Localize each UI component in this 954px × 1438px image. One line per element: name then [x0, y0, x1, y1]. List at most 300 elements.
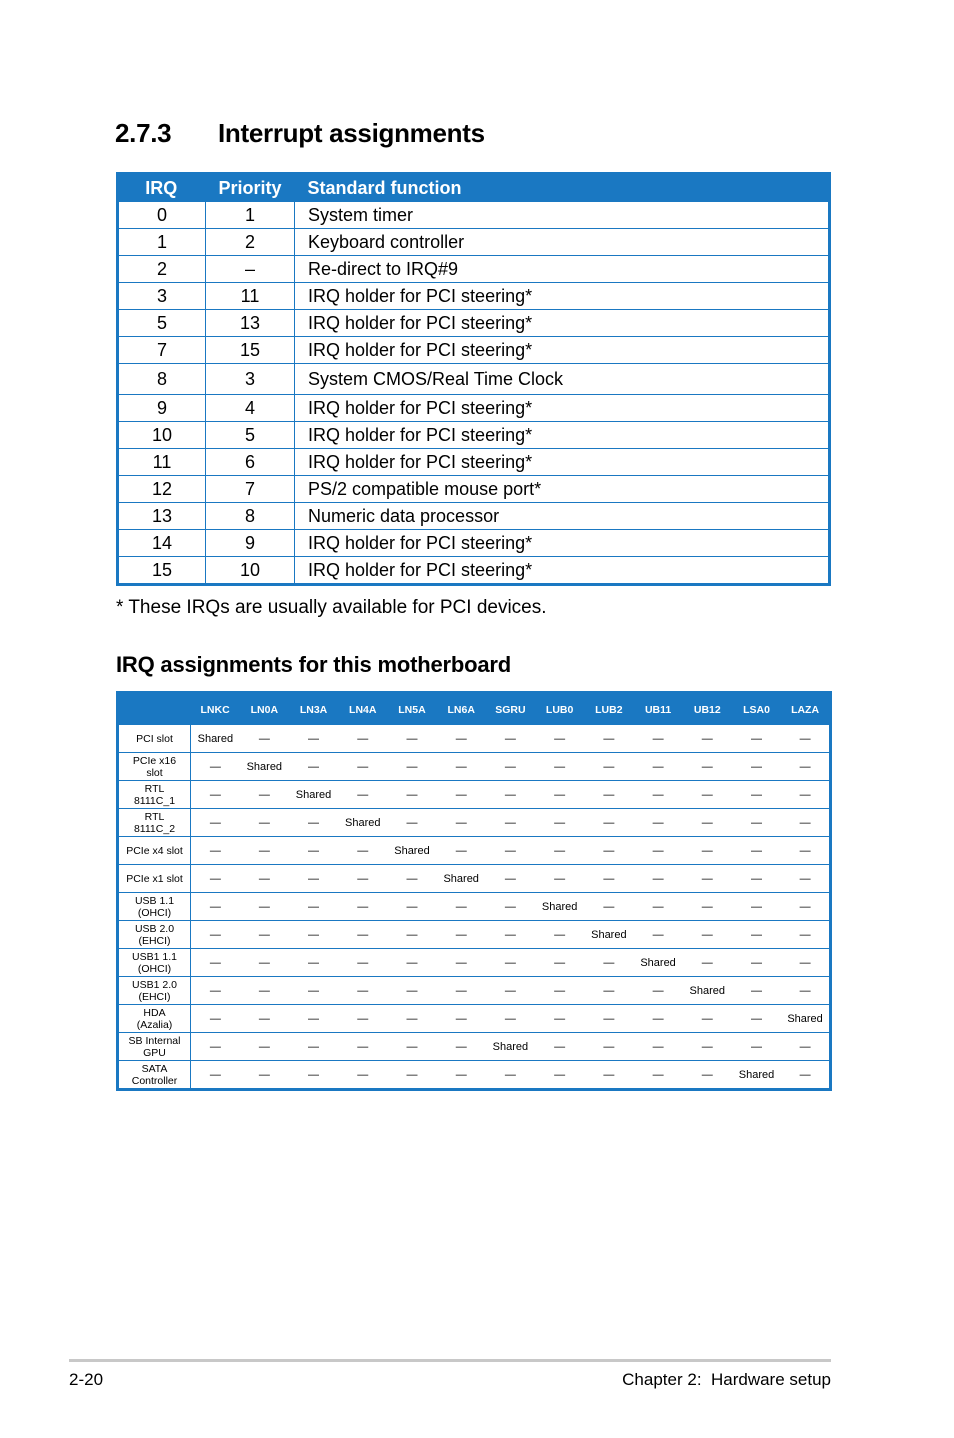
function-cell: IRQ holder for PCI steering*: [295, 449, 830, 476]
assignment-cell: Shared: [240, 753, 289, 781]
assignment-cell: —: [191, 921, 240, 949]
assignment-cell: —: [504, 732, 516, 745]
device-label: [118, 949, 191, 977]
priority-cell: –: [206, 256, 295, 283]
priority-cell: 2: [206, 229, 295, 256]
assignment-cell: —: [535, 1033, 584, 1061]
link-column-header: LAZA: [781, 693, 830, 726]
assignment-cell: —: [683, 781, 732, 809]
assignment-cell: —: [437, 949, 486, 977]
irq-table-row: [118, 202, 830, 229]
device-label: [118, 837, 191, 865]
device-label-line: (OHCI): [137, 906, 172, 919]
assignment-cell: —: [584, 1061, 633, 1090]
assignment-cell: —: [240, 977, 289, 1005]
assignment-cell: —: [338, 921, 387, 949]
device-label-line: PCI slot: [136, 732, 173, 745]
assignment-cell: —: [732, 921, 781, 949]
function-cell: IRQ holder for PCI steering*: [295, 557, 830, 585]
assignment-cell: —: [240, 809, 289, 837]
assignment-cell: —: [289, 1005, 338, 1033]
assignment-cell: —: [387, 1005, 436, 1033]
assignment-cell: —: [289, 921, 338, 949]
section-number: 2.7.3: [115, 118, 172, 148]
link-column-header: LN6A: [437, 693, 486, 726]
assignment-row: [118, 977, 831, 1005]
chapter-label: Chapter 2: Hardware setup: [622, 1370, 831, 1389]
device-label-line: Controller: [131, 1074, 178, 1087]
assignment-cell: —: [437, 1033, 486, 1061]
function-cell: Keyboard controller: [295, 229, 830, 256]
assignment-cell: —: [633, 809, 682, 837]
function-cell: System CMOS/Real Time Clock: [295, 364, 830, 395]
device-label: [118, 781, 191, 809]
assignment-cell: —: [584, 893, 633, 921]
assignment-cell: —: [633, 837, 682, 865]
assignment-cell: —: [289, 809, 338, 837]
irq-table-row: [118, 256, 830, 283]
assignment-cell: —: [732, 1033, 781, 1061]
link-column-header: UB11: [633, 693, 682, 726]
irq-cell: 14: [118, 530, 206, 557]
assignment-cell: —: [486, 921, 535, 949]
assignment-cell: —: [191, 809, 240, 837]
assignment-cell: —: [289, 1061, 338, 1090]
assignment-cell: —: [781, 1061, 830, 1090]
device-label-line: slot: [146, 766, 163, 779]
assignment-cell: —: [406, 732, 418, 745]
assignment-cell: —: [554, 732, 566, 745]
function-column-header: Standard function: [295, 174, 830, 203]
assignment-cell: —: [732, 1005, 781, 1033]
assignment-cell: —: [486, 893, 535, 921]
assignment-cell: —: [486, 781, 535, 809]
assignment-cell: —: [338, 893, 387, 921]
assignment-cell: —: [240, 949, 289, 977]
assignment-cell: —: [289, 977, 338, 1005]
assignment-cell: —: [486, 949, 535, 977]
assignment-row: [118, 1033, 831, 1061]
assignment-cell: —: [799, 732, 811, 745]
assignment-cell: —: [437, 809, 486, 837]
assignment-cell: —: [486, 865, 535, 893]
assignment-cell: —: [387, 1061, 436, 1090]
assignment-cell: —: [387, 977, 436, 1005]
assignment-cell: —: [240, 1005, 289, 1033]
irq-table-row: [118, 422, 830, 449]
assignment-cell: —: [240, 837, 289, 865]
link-column-header: LN4A: [338, 693, 387, 726]
irq-table-row: [118, 449, 830, 476]
device-label: [118, 1005, 191, 1033]
assignment-cell: Shared: [338, 809, 387, 837]
assignment-cell: —: [387, 893, 436, 921]
assignment-cell: —: [683, 753, 732, 781]
assignment-cell: —: [486, 1005, 535, 1033]
assignment-cell: —: [338, 949, 387, 977]
priority-cell: 15: [206, 337, 295, 364]
assignment-cell: —: [387, 1033, 436, 1061]
assignment-cell: —: [387, 809, 436, 837]
device-label-line: (Azalia): [136, 1018, 173, 1031]
assignment-cell: —: [486, 977, 535, 1005]
assignment-cell: —: [683, 837, 732, 865]
assignment-cell: —: [732, 865, 781, 893]
device-label-line: USB 2.0: [134, 922, 175, 935]
assignment-cell: —: [387, 781, 436, 809]
assignment-cell: —: [437, 781, 486, 809]
assignment-row: [118, 865, 831, 893]
device-label-line: GPU: [143, 1046, 166, 1059]
irq-column-header: IRQ: [118, 174, 206, 203]
device-label: [118, 865, 191, 893]
assignment-cell: —: [683, 949, 732, 977]
page-number: 2-20: [69, 1370, 104, 1389]
assignment-cell: —: [732, 977, 781, 1005]
assignment-table-body: [118, 725, 831, 1090]
assignment-cell: —: [633, 865, 682, 893]
device-label-line: (EHCI): [138, 934, 171, 947]
assignment-cell: —: [486, 837, 535, 865]
assignment-cell: —: [357, 732, 369, 745]
assignment-cell: —: [584, 753, 633, 781]
assignment-cell: —: [486, 809, 535, 837]
assignment-cell: —: [191, 1005, 240, 1033]
footnote: * These IRQs are usually available for PCI devices.: [116, 597, 547, 618]
irq-table-row: [118, 310, 830, 337]
assignment-cell: —: [338, 1061, 387, 1090]
function-cell: PS/2 compatible mouse port*: [295, 476, 830, 503]
assignment-cell: —: [486, 1061, 535, 1090]
function-cell: IRQ holder for PCI steering*: [295, 337, 830, 364]
assignment-cell: —: [683, 809, 732, 837]
assignment-cell: —: [338, 1005, 387, 1033]
irq-table-row: [118, 283, 830, 310]
assignment-cell: —: [338, 1033, 387, 1061]
priority-cell: 1: [206, 202, 295, 229]
irq-cell: 10: [118, 422, 206, 449]
irq-table-row: [118, 395, 830, 422]
assignment-cell: —: [535, 1005, 584, 1033]
irq-cell: 5: [118, 310, 206, 337]
device-label: [118, 1061, 191, 1090]
assignment-cell: —: [191, 837, 240, 865]
assignment-cell: —: [535, 949, 584, 977]
device-label-line: SATA: [141, 1062, 168, 1075]
assignment-cell: —: [240, 921, 289, 949]
assignment-cell: Shared: [781, 1005, 830, 1033]
assignment-row: [118, 725, 831, 753]
assignment-row: [118, 1005, 831, 1033]
assignment-cell: —: [437, 753, 486, 781]
assignment-cell: —: [781, 781, 830, 809]
assignment-cell: —: [191, 865, 240, 893]
assignment-cell: —: [191, 1061, 240, 1090]
irq-assignment-table: [116, 691, 832, 1091]
assignment-cell: —: [732, 837, 781, 865]
irq-cell: 3: [118, 283, 206, 310]
assignment-cell: Shared: [486, 1033, 535, 1061]
assignment-cell: —: [535, 921, 584, 949]
device-label: [118, 977, 191, 1005]
link-column-header: UB12: [683, 693, 732, 726]
device-label-line: RTL: [144, 782, 165, 795]
function-cell: IRQ holder for PCI steering*: [295, 530, 830, 557]
assignment-cell: —: [781, 753, 830, 781]
device-label: [118, 921, 191, 949]
priority-cell: 6: [206, 449, 295, 476]
assignment-cell: —: [633, 753, 682, 781]
assignment-row: [118, 753, 831, 781]
irq-table-body: [118, 202, 830, 585]
assignment-cell: —: [781, 837, 830, 865]
link-column-header: LUB0: [535, 693, 584, 726]
irq-table-row: [118, 557, 830, 585]
assignment-cell: —: [584, 837, 633, 865]
assignment-cell: —: [289, 865, 338, 893]
assignment-cell: —: [584, 1005, 633, 1033]
motherboard-heading: IRQ assignments for this motherboard: [116, 652, 511, 677]
irq-cell: 7: [118, 337, 206, 364]
link-column-header: LN0A: [240, 693, 289, 726]
assignment-row: [118, 893, 831, 921]
link-column-header: SGRU: [486, 693, 535, 726]
link-column-header: LN3A: [289, 693, 338, 726]
function-cell: IRQ holder for PCI steering*: [295, 422, 830, 449]
section-title-text: Interrupt assignments: [218, 118, 485, 148]
assignment-cell: —: [289, 837, 338, 865]
assignment-cell: —: [289, 949, 338, 977]
assignment-cell: —: [535, 781, 584, 809]
assignment-cell: —: [781, 949, 830, 977]
assignment-cell: —: [338, 753, 387, 781]
assignment-cell: —: [387, 949, 436, 977]
assignment-cell: —: [732, 809, 781, 837]
priority-cell: 5: [206, 422, 295, 449]
device-label-line: USB1 1.1: [132, 950, 177, 963]
assignment-cell: —: [191, 893, 240, 921]
assignment-cell: —: [240, 1033, 289, 1061]
function-cell: Re-direct to IRQ#9: [295, 256, 830, 283]
assignment-cell: Shared: [437, 865, 486, 893]
assignment-cell: —: [781, 977, 830, 1005]
priority-cell: 11: [206, 283, 295, 310]
assignment-cell: Shared: [732, 1061, 781, 1090]
assignment-cell: —: [781, 1033, 830, 1061]
function-cell: IRQ holder for PCI steering*: [295, 310, 830, 337]
assignment-cell: —: [191, 753, 240, 781]
assignment-cell: —: [437, 977, 486, 1005]
irq-cell: 9: [118, 395, 206, 422]
assignment-cell: —: [683, 893, 732, 921]
function-cell: Numeric data processor: [295, 503, 830, 530]
assignment-cell: —: [683, 1005, 732, 1033]
assignment-header-row: [118, 693, 831, 726]
assignment-cell: —: [308, 732, 320, 745]
assignment-cell: —: [387, 865, 436, 893]
irq-cell: 8: [118, 364, 206, 395]
assignment-cell: —: [535, 865, 584, 893]
assignment-cell: —: [683, 1033, 732, 1061]
assignment-cell: —: [584, 1033, 633, 1061]
irq-table-row: [118, 503, 830, 530]
assignment-cell: —: [633, 1061, 682, 1090]
assignment-row: [118, 809, 831, 837]
irq-table-row: [118, 364, 830, 395]
device-label-line: (EHCI): [138, 990, 171, 1003]
assignment-cell: —: [732, 781, 781, 809]
link-column-header: LSA0: [732, 693, 781, 726]
assignment-cell: —: [633, 893, 682, 921]
assignment-cell: —: [338, 865, 387, 893]
assignment-cell: —: [781, 921, 830, 949]
assignment-cell: —: [633, 781, 682, 809]
irq-cell: 11: [118, 449, 206, 476]
irq-table-row: [118, 530, 830, 557]
irq-table-header-row: [118, 174, 830, 203]
assignment-cell: —: [751, 732, 763, 745]
function-cell: System timer: [308, 204, 414, 225]
irq-table: [116, 172, 831, 586]
assignment-cell: —: [338, 977, 387, 1005]
device-label-line: PCIe x4 slot: [126, 844, 183, 857]
assignment-cell: —: [437, 1061, 486, 1090]
assignment-cell: —: [584, 949, 633, 977]
assignment-cell: —: [191, 781, 240, 809]
assignment-cell: —: [535, 809, 584, 837]
assignment-cell: —: [437, 921, 486, 949]
assignment-cell: —: [652, 732, 664, 745]
assignment-cell: —: [535, 753, 584, 781]
assignment-cell: —: [683, 921, 732, 949]
assignment-cell: Shared: [584, 921, 633, 949]
priority-column-header: Priority: [206, 174, 295, 203]
assignment-cell: —: [387, 921, 436, 949]
assignment-cell: —: [781, 809, 830, 837]
irq-table-row: [118, 229, 830, 256]
assignment-cell: —: [584, 865, 633, 893]
function-cell: IRQ holder for PCI steering*: [295, 283, 830, 310]
device-label: [118, 753, 191, 781]
assignment-cell: —: [437, 837, 486, 865]
assignment-cell: —: [584, 809, 633, 837]
assignment-cell: —: [258, 732, 270, 745]
priority-cell: 3: [206, 364, 295, 395]
assignment-cell: —: [683, 865, 732, 893]
assignment-cell: —: [732, 753, 781, 781]
device-label-line: 8111C_2: [133, 822, 176, 835]
assignment-cell: —: [633, 921, 682, 949]
link-column-header: LN5A: [387, 693, 436, 726]
assignment-cell: —: [289, 893, 338, 921]
assignment-row: [118, 1061, 831, 1090]
priority-cell: 9: [206, 530, 295, 557]
priority-cell: 4: [206, 395, 295, 422]
assignment-cell: —: [437, 893, 486, 921]
assignment-cell: —: [584, 977, 633, 1005]
device-label-line: 8111C_1: [133, 794, 176, 807]
assignment-cell: —: [781, 865, 830, 893]
assignment-cell: —: [338, 837, 387, 865]
device-label-line: USB 1.1: [134, 894, 175, 907]
priority-cell: 13: [206, 310, 295, 337]
assignment-cell: —: [535, 1061, 584, 1090]
irq-cell: 13: [118, 503, 206, 530]
assignment-cell: —: [191, 1033, 240, 1061]
irq-table-row: [118, 337, 830, 364]
device-column-header: [118, 693, 191, 726]
assignment-cell: —: [240, 893, 289, 921]
assignment-cell: —: [633, 1033, 682, 1061]
assignment-cell: Shared: [197, 732, 234, 745]
assignment-cell: Shared: [535, 893, 584, 921]
device-label: [118, 725, 191, 753]
device-label: [118, 809, 191, 837]
assignment-row: [118, 837, 831, 865]
assignment-row: [118, 949, 831, 977]
priority-cell: 10: [206, 557, 295, 585]
function-cell: IRQ holder for PCI steering*: [295, 395, 830, 422]
assignment-cell: Shared: [289, 781, 338, 809]
priority-cell: 8: [206, 503, 295, 530]
assignment-cell: —: [240, 781, 289, 809]
assignment-cell: —: [240, 865, 289, 893]
link-column-header: LNKC: [191, 693, 240, 726]
device-label-line: USB1 2.0: [132, 978, 177, 991]
assignment-cell: —: [701, 732, 713, 745]
assignment-cell: —: [191, 977, 240, 1005]
assignment-cell: Shared: [633, 949, 682, 977]
assignment-cell: —: [338, 781, 387, 809]
assignment-cell: —: [535, 837, 584, 865]
assignment-cell: —: [603, 732, 615, 745]
assignment-cell: —: [535, 977, 584, 1005]
assignment-cell: —: [387, 753, 436, 781]
assignment-cell: —: [191, 949, 240, 977]
link-column-header: LUB2: [584, 693, 633, 726]
assignment-cell: —: [455, 732, 467, 745]
irq-cell: 12: [118, 476, 206, 503]
assignment-cell: —: [584, 781, 633, 809]
assignment-cell: —: [683, 1061, 732, 1090]
section-title: [115, 118, 485, 149]
irq-table-row: [118, 476, 830, 503]
device-label-line: PCIe x16: [132, 754, 177, 767]
device-label: [118, 1033, 191, 1061]
irq-cell: 1: [118, 229, 206, 256]
assignment-cell: —: [240, 1061, 289, 1090]
assignment-row: [118, 921, 831, 949]
assignment-cell: —: [437, 1005, 486, 1033]
device-label-line: RTL: [144, 810, 165, 823]
device-label-line: SB Internal: [128, 1034, 181, 1047]
irq-cell: 15: [118, 557, 206, 585]
device-label-line: (OHCI): [137, 962, 172, 975]
assignment-cell: —: [732, 893, 781, 921]
irq-cell: 0: [118, 202, 206, 229]
assignment-row: [118, 781, 831, 809]
assignment-cell: —: [289, 753, 338, 781]
assignment-cell: —: [633, 977, 682, 1005]
assignment-cell: Shared: [683, 977, 732, 1005]
assignment-cell: —: [781, 893, 830, 921]
assignment-cell: —: [732, 949, 781, 977]
device-label: [118, 893, 191, 921]
assignment-cell: Shared: [387, 837, 436, 865]
irq-cell: 2: [118, 256, 206, 283]
priority-cell: 7: [206, 476, 295, 503]
assignment-cell: —: [289, 1033, 338, 1061]
